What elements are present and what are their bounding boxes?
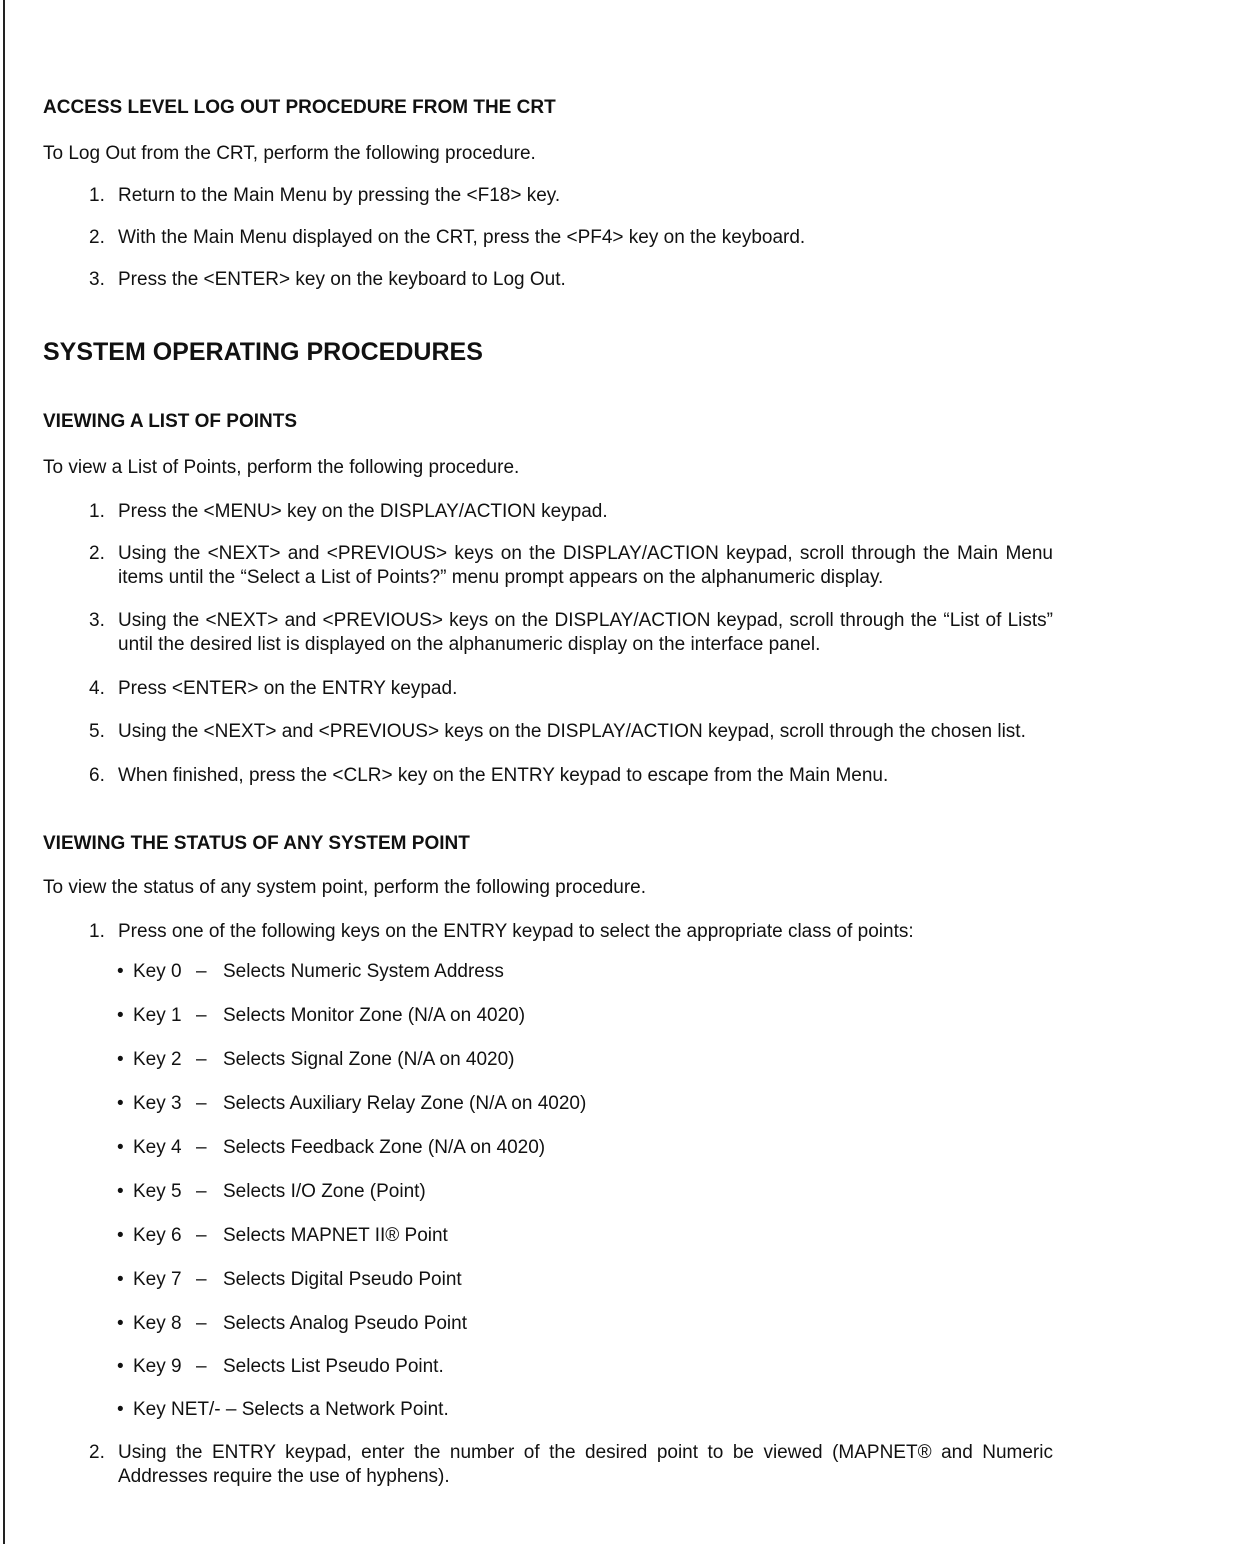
bullet: • [117,1269,124,1290]
status-point-intro: To view the status of any system point, perform the following procedure. [43,877,647,898]
step-number: 3. [89,269,105,290]
key-dash: – [196,1093,207,1114]
key-dash: – [196,961,207,982]
key-description: Selects Signal Zone (N/A on 4020) [223,1049,515,1070]
list-step-4 [43,677,1053,701]
key-label: Key 5 [133,1181,182,1202]
step-text: Using the <NEXT> and <PREVIOUS> keys on the DISPLAY/ACTION keypad, scroll through the “List of Lists” until the desired list is displayed on the alphanumeric display on the interface panel. [118,610,1053,655]
key-item-net [43,1398,1053,1422]
bullet: • [117,1049,124,1070]
key-label: Key 7 [133,1269,182,1290]
key-dash: – [196,1269,207,1290]
step-number: 2. [89,1442,105,1463]
list-step-3 [43,609,1053,657]
key-label: Key 2 [133,1049,182,1070]
key-dash: – [196,1005,207,1026]
logout-step-1 [43,184,1053,208]
step-number: 1. [89,185,105,206]
key-dash: – [196,1356,207,1377]
status-point-heading: VIEWING THE STATUS OF ANY SYSTEM POINT [43,833,470,854]
step-number: 6. [89,765,105,786]
key-item [43,1136,1053,1160]
status-point-steps [43,920,1053,944]
step-text: Using the <NEXT> and <PREVIOUS> keys on the DISPLAY/ACTION keypad, scroll through the Main Menu items until the “Select a List of Points?” menu prompt appears on the alphanumeric display. [118,543,1053,588]
step-text: Return to the Main Menu by pressing the <F18> key. [118,185,561,206]
key-description: Selects Monitor Zone (N/A on 4020) [223,1005,526,1026]
logout-step-2 [43,226,1053,250]
step-number: 2. [89,543,105,564]
step-text: Press the <MENU> key on the DISPLAY/ACTION keypad. [118,501,608,522]
step-number: 5. [89,721,105,742]
key-item [43,1180,1053,1204]
key-item [43,1312,1053,1336]
list-step-6 [43,764,1053,788]
key-list [43,960,1053,1422]
key-dash: – [196,1137,207,1158]
logout-intro: To Log Out from the CRT, perform the following procedure. [43,143,536,164]
bullet: • [117,1181,124,1202]
step-number: 3. [89,610,105,631]
key-dash: – [196,1313,207,1334]
bullet: • [117,961,124,982]
logout-step-3 [43,268,1053,292]
key-dash: – [196,1181,207,1202]
step-number: 4. [89,678,105,699]
status-point-steps-cont [43,1441,1053,1489]
bullet: • [117,1137,124,1158]
list-points-intro: To view a List of Points, perform the following procedure. [43,457,520,478]
key-label: Key 1 [133,1005,182,1026]
status-step-2 [43,1441,1053,1489]
key-description: Selects List Pseudo Point. [223,1356,444,1377]
key-description: Selects Auxiliary Relay Zone (N/A on 4020) [223,1093,587,1114]
key-description: Selects Digital Pseudo Point [223,1269,462,1290]
step-number: 1. [89,921,105,942]
status-step-1 [43,920,1053,944]
list-step-5 [43,720,1053,744]
key-label: Key 6 [133,1225,182,1246]
step-text: Press one of the following keys on the ENTRY keypad to select the appropriate class of points: [118,921,914,942]
key-item [43,1092,1053,1116]
key-dash: – [196,1049,207,1070]
key-description: Selects Analog Pseudo Point [223,1313,468,1334]
key-label: Key 8 [133,1313,182,1334]
key-item [43,1048,1053,1072]
bullet: • [117,1313,124,1334]
list-step-1 [43,500,1053,524]
list-points-heading: VIEWING A LIST OF POINTS [43,411,298,432]
step-text: Press the <ENTER> key on the keyboard to Log Out. [118,269,566,290]
key-description: Selects I/O Zone (Point) [223,1181,426,1202]
key-description: Selects Feedback Zone (N/A on 4020) [223,1137,546,1158]
key-dash: – [196,1225,207,1246]
bullet: • [117,1356,124,1377]
bullet: • [117,1093,124,1114]
step-text: With the Main Menu displayed on the CRT, press the <PF4> key on the keyboard. [118,227,806,248]
step-number: 1. [89,501,105,522]
step-text: Using the ENTRY keypad, enter the number of the desired point to be viewed (MAPNET® and Numeric Addresses require the use of hyphens). [118,1442,1053,1487]
key-item [43,1224,1053,1248]
page-left-edge [3,0,5,1544]
key-item [43,1004,1053,1028]
step-number: 2. [89,227,105,248]
step-text: When finished, press the <CLR> key on the ENTRY keypad to escape from the Main Menu. [118,765,889,786]
key-description: Selects MAPNET II® Point [223,1225,448,1246]
key-label: Key 4 [133,1137,182,1158]
list-points-steps [43,500,1053,788]
bullet: • [117,1005,124,1026]
key-label: Key 3 [133,1093,182,1114]
logout-heading: ACCESS LEVEL LOG OUT PROCEDURE FROM THE CRT [43,97,556,118]
document-page [43,96,1053,1489]
system-operating-heading: SYSTEM OPERATING PROCEDURES [43,338,483,366]
key-item [43,1355,1053,1379]
key-label: Key 0 [133,961,182,982]
key-item [43,960,1053,984]
step-text: Press <ENTER> on the ENTRY keypad. [118,678,458,699]
bullet: • [117,1225,124,1246]
list-step-2 [43,542,1053,590]
bullet: • [117,1399,124,1420]
key-net-text: Key NET/- – Selects a Network Point. [133,1399,449,1420]
logout-steps [43,184,1053,292]
key-item [43,1268,1053,1292]
key-label: Key 9 [133,1356,182,1377]
step-text: Using the <NEXT> and <PREVIOUS> keys on the DISPLAY/ACTION keypad, scroll through the chosen list. [118,721,1026,742]
key-description: Selects Numeric System Address [223,961,504,982]
